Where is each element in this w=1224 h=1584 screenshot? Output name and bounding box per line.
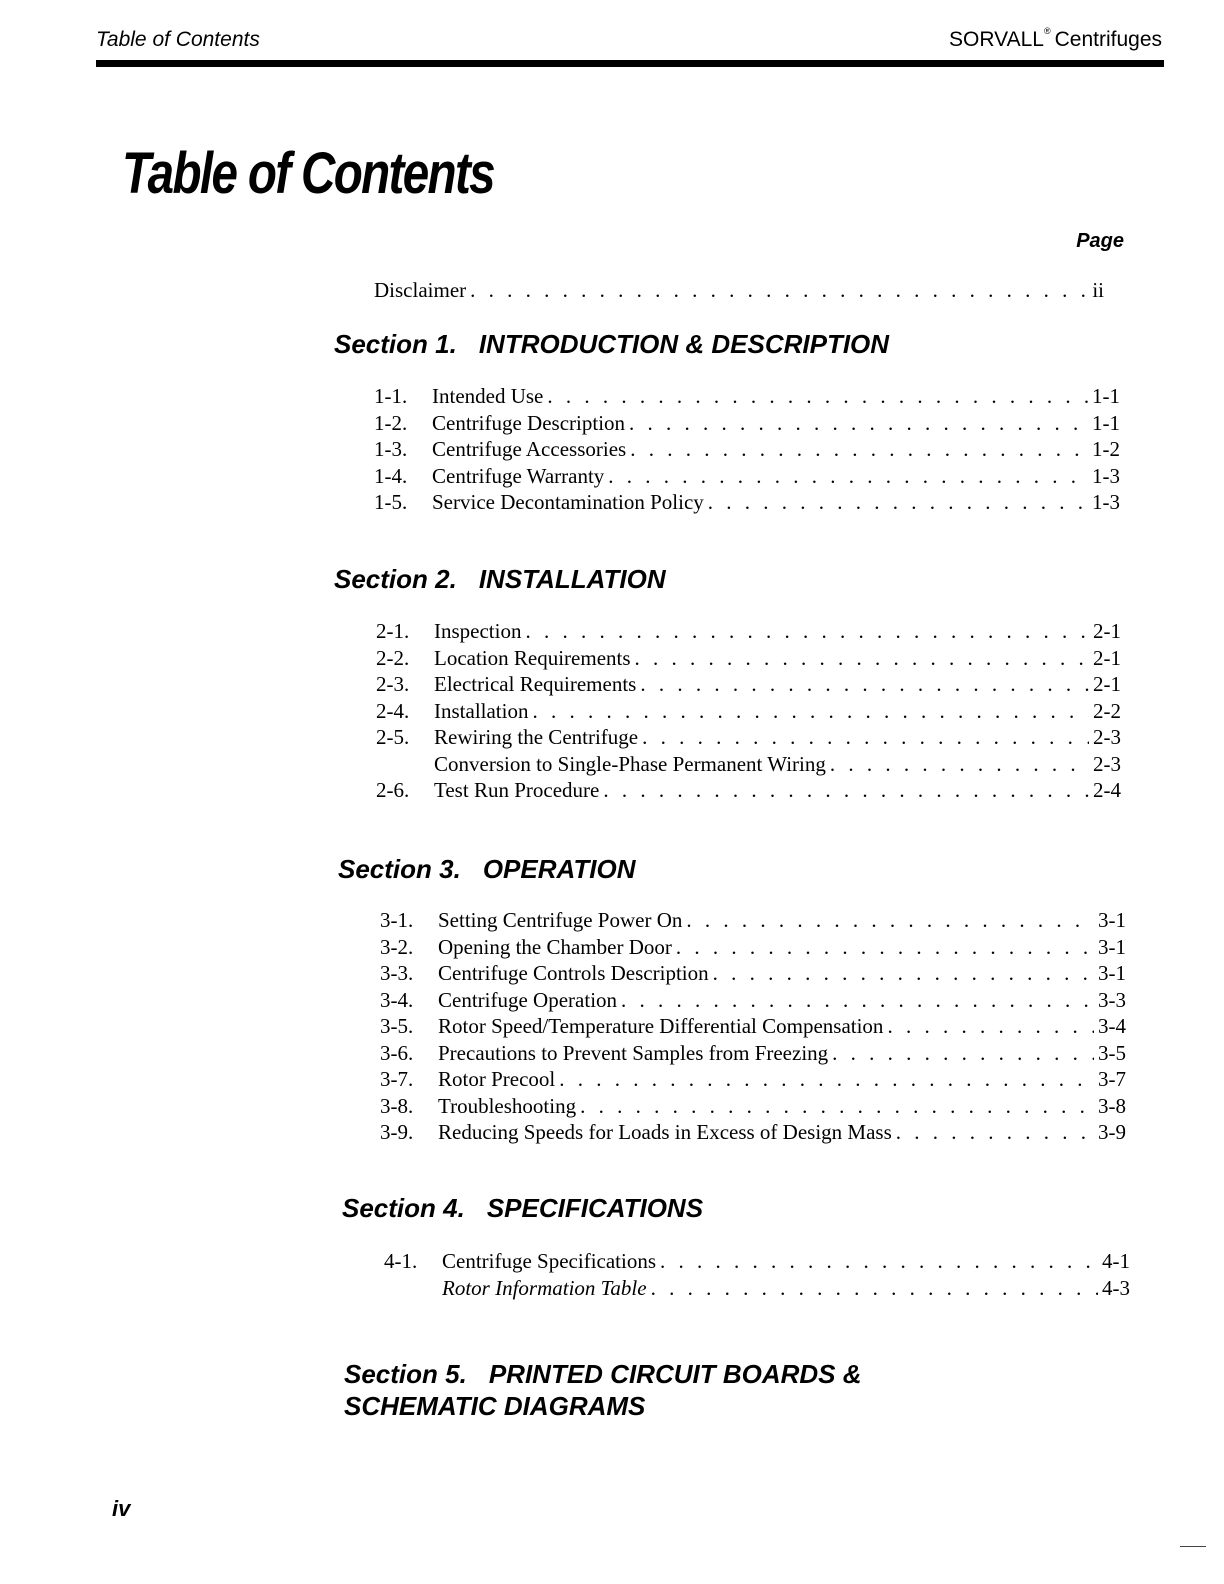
toc-entry-title: Centrifuge Accessories	[432, 437, 627, 461]
brand-name: SORVALL	[949, 28, 1044, 51]
toc-entry[interactable]	[380, 988, 1126, 1015]
page-folio: iv	[112, 1496, 131, 1521]
toc-entry-title: Reducing Speeds for Loads in Excess of Design Mass	[438, 1120, 892, 1144]
toc-entry-title: Centrifuge Controls Description	[438, 961, 709, 985]
section-heading-1[interactable]	[334, 328, 889, 360]
toc-entry-page: 2-4	[1093, 778, 1121, 802]
toc-entry-title: Disclaimer	[374, 278, 467, 302]
toc-entry-number: 1-2.	[374, 410, 408, 435]
toc-entry[interactable]	[374, 411, 1120, 438]
toc-entry-page: 3-4	[1098, 1014, 1126, 1038]
dot-leader	[713, 961, 1094, 986]
section-4-list	[384, 1249, 1130, 1302]
toc-entry-page: ii	[1092, 278, 1104, 302]
toc-entry-page: 1-2	[1092, 437, 1120, 461]
scan-mark	[1180, 1546, 1206, 1547]
section-title-continued: SCHEMATIC DIAGRAMS	[344, 1391, 646, 1421]
toc-entry-disclaimer[interactable]	[374, 278, 1104, 305]
toc-entry-number: 1-5.	[374, 490, 408, 514]
toc-entry-title: Rotor Speed/Temperature Differential Compensation	[438, 1014, 884, 1038]
toc-entry-page: 3-1	[1098, 908, 1126, 932]
toc-entry-page: 2-3	[1093, 751, 1121, 776]
toc-entry-number: 3-5.	[380, 1014, 414, 1038]
toc-entry-number: 3-2.	[380, 934, 414, 959]
toc-entry-page: 3-9	[1098, 1120, 1126, 1144]
dot-leader	[621, 988, 1094, 1013]
dot-leader	[629, 411, 1088, 436]
toc-entry-page: 3-1	[1098, 961, 1126, 985]
running-head-left: Table of Contents	[96, 28, 260, 51]
page-title: Table of Contents	[122, 141, 494, 206]
dot-leader	[660, 1249, 1098, 1274]
toc-entry-page: 1-3	[1092, 463, 1120, 488]
section-title: OPERATION	[482, 854, 636, 884]
toc-entry-title: Centrifuge Specifications	[442, 1249, 657, 1273]
toc-entry-number: 2-5.	[376, 725, 410, 749]
dot-leader	[642, 725, 1089, 750]
section-number: Section 4.	[342, 1193, 465, 1223]
toc-entry-title: Test Run Procedure	[434, 778, 600, 802]
toc-entry-title: Setting Centrifuge Power On	[438, 908, 683, 932]
toc-entry-number: 3-9.	[380, 1120, 414, 1144]
toc-entry-number: 1-4.	[374, 463, 408, 488]
dot-leader	[651, 1276, 1098, 1301]
toc-entry[interactable]	[380, 935, 1126, 962]
toc-entry-number: 3-1.	[380, 908, 414, 932]
toc-entry-number: 3-3.	[380, 961, 414, 985]
toc-entry-title: Troubleshooting	[438, 1093, 577, 1118]
dot-leader	[547, 384, 1088, 409]
section-heading-5[interactable]	[344, 1358, 862, 1422]
section-title: INTRODUCTION & DESCRIPTION	[478, 329, 890, 359]
toc-entry-title: Intended Use	[432, 384, 544, 408]
dot-leader	[635, 646, 1089, 671]
toc-entry-number: 2-6.	[376, 778, 410, 802]
dot-leader	[640, 672, 1089, 697]
toc-entry[interactable]	[374, 437, 1120, 464]
dot-leader	[708, 490, 1088, 515]
toc-entry-page: 1-3	[1092, 490, 1120, 514]
dot-leader	[887, 1014, 1094, 1039]
toc-entry-number: 3-4.	[380, 987, 414, 1012]
toc-entry[interactable]	[376, 646, 1121, 673]
toc-subentry[interactable]	[376, 752, 1121, 779]
toc-entry-title: Location Requirements	[434, 645, 631, 670]
page-column-label: Page	[1076, 230, 1124, 252]
toc-entry-page: 3-5	[1098, 1040, 1126, 1065]
section-3-list	[380, 908, 1126, 1147]
toc-entry-page: 4-1	[1102, 1249, 1130, 1273]
section-heading-4[interactable]	[342, 1192, 703, 1224]
toc-entry[interactable]	[380, 1041, 1126, 1068]
dot-leader	[559, 1067, 1094, 1092]
toc-entry[interactable]	[374, 490, 1120, 517]
toc-entry-page: 3-1	[1098, 934, 1126, 959]
toc-entry[interactable]	[376, 725, 1121, 752]
section-2-list	[376, 619, 1121, 805]
section-1-list	[374, 384, 1120, 517]
section-title: SPECIFICATIONS	[486, 1193, 704, 1223]
toc-entry[interactable]	[376, 699, 1121, 726]
toc-entry-number: 1-3.	[374, 437, 408, 461]
toc-entry-number: 2-2.	[376, 645, 410, 670]
toc-entry-page: 2-1	[1093, 672, 1121, 696]
section-number: Section 3.	[338, 854, 461, 884]
toc-entry-title: Precautions to Prevent Samples from Freezing	[438, 1040, 829, 1065]
toc-entry-page: 2-3	[1093, 725, 1121, 749]
dot-leader	[832, 1041, 1094, 1066]
toc-entry-title: Rewiring the Centrifuge	[434, 725, 639, 749]
running-head-right	[949, 28, 1162, 52]
dot-leader	[470, 278, 1088, 303]
toc-entry-title: Rotor Precool	[438, 1067, 556, 1091]
toc-entry-title: Service Decontamination Policy	[432, 490, 704, 514]
toc-entry-page: 2-2	[1093, 698, 1121, 723]
toc-entry-page: 3-8	[1098, 1093, 1126, 1118]
toc-entry-number: 2-1.	[376, 619, 410, 643]
toc-entry-title: Rotor Information Table	[442, 1275, 647, 1300]
toc-entry[interactable]	[376, 672, 1121, 699]
toc-entry-page: 4-3	[1102, 1275, 1130, 1300]
dot-leader	[686, 908, 1094, 933]
toc-entry-title: Electrical Requirements	[434, 672, 637, 696]
toc-entry-page: 1-1	[1092, 410, 1120, 435]
toc-entry-number: 2-3.	[376, 672, 410, 696]
toc-entry-number: 3-7.	[380, 1067, 414, 1091]
dot-leader	[630, 437, 1088, 462]
toc-entry[interactable]	[376, 778, 1121, 805]
toc-entry-title: Centrifuge Operation	[438, 987, 618, 1012]
toc-entry[interactable]	[380, 1067, 1126, 1094]
toc-entry-title: Opening the Chamber Door	[438, 934, 672, 959]
toc-entry[interactable]	[380, 908, 1126, 935]
toc-entry[interactable]	[376, 619, 1121, 646]
toc-entry-title: Centrifuge Warranty	[432, 463, 605, 488]
section-number: Section 5.	[344, 1359, 467, 1389]
registered-mark: ®	[1043, 26, 1051, 36]
dot-leader	[532, 699, 1089, 724]
toc-entry-page: 2-1	[1093, 619, 1121, 643]
toc-entry-title: Centrifuge Description	[432, 410, 626, 435]
toc-entry[interactable]	[374, 384, 1120, 411]
dot-leader	[830, 752, 1089, 777]
running-head-product: Centrifuges	[1054, 28, 1162, 51]
section-title: PRINTED CIRCUIT BOARDS &	[488, 1359, 862, 1389]
dot-leader	[525, 619, 1089, 644]
section-number: Section 1.	[334, 329, 457, 359]
toc-entry-title: Installation	[434, 698, 529, 723]
toc-entry[interactable]	[380, 961, 1126, 988]
toc-entry-number: 2-4.	[376, 698, 410, 723]
toc-subentry[interactable]	[384, 1276, 1130, 1303]
section-title: INSTALLATION	[478, 564, 666, 594]
toc-entry-title: Conversion to Single-Phase Permanent Wiring	[434, 751, 826, 776]
section-heading-3[interactable]	[338, 853, 635, 885]
header-rule	[96, 60, 1164, 67]
section-number: Section 2.	[334, 564, 457, 594]
toc-entry-page: 1-1	[1092, 384, 1120, 408]
toc-entry[interactable]	[380, 1120, 1126, 1147]
toc-entry-page: 3-3	[1098, 987, 1126, 1012]
toc-entry[interactable]	[380, 1094, 1126, 1121]
section-heading-2[interactable]	[334, 563, 666, 595]
toc-entry[interactable]	[380, 1014, 1126, 1041]
front-matter-list	[374, 278, 1104, 305]
toc-entry[interactable]	[384, 1249, 1130, 1276]
dot-leader	[896, 1120, 1094, 1145]
toc-entry-number: 3-6.	[380, 1040, 414, 1065]
dot-leader	[603, 778, 1089, 803]
toc-entry-page: 2-1	[1093, 645, 1121, 670]
toc-entry-title: Inspection	[434, 619, 522, 643]
toc-entry[interactable]	[374, 464, 1120, 491]
dot-leader	[580, 1094, 1094, 1119]
dot-leader	[676, 935, 1094, 960]
toc-entry-number: 4-1.	[384, 1249, 418, 1273]
toc-entry-page: 3-7	[1098, 1067, 1126, 1091]
dot-leader	[608, 464, 1088, 489]
toc-entry-number: 3-8.	[380, 1093, 414, 1118]
toc-entry-number: 1-1.	[374, 384, 408, 408]
